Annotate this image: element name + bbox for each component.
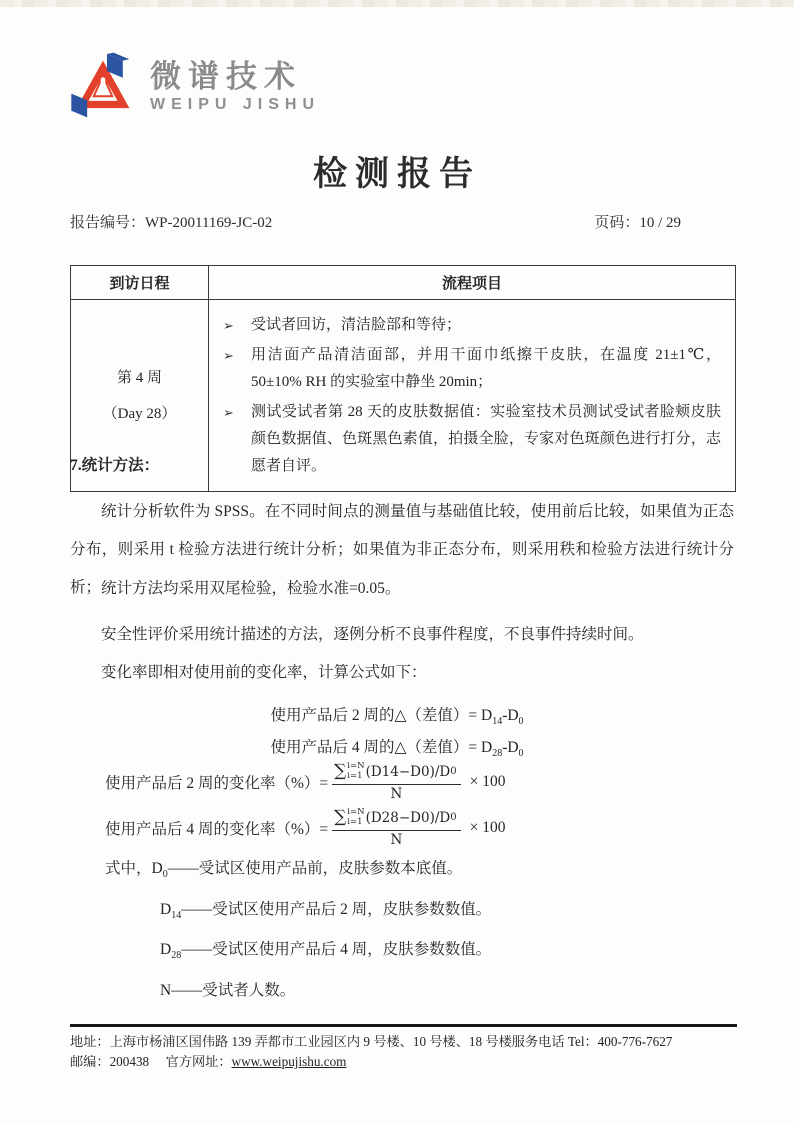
website-label: 官方网址： bbox=[165, 1054, 232, 1069]
denominator-text: N bbox=[390, 785, 403, 802]
schedule-day: （Day 28） bbox=[102, 405, 177, 422]
sum-lower-limit: i=1 bbox=[347, 816, 363, 827]
definition-lead: 式中， bbox=[105, 860, 152, 877]
sum-upper-limit: i=N bbox=[347, 807, 365, 817]
process-item bbox=[223, 399, 721, 480]
arrow-bullet-icon: ➢ bbox=[223, 405, 234, 420]
formula-rate-week4 bbox=[105, 808, 505, 848]
col-header-process: 流程项目 bbox=[441, 276, 502, 292]
dash: —— bbox=[171, 981, 203, 999]
logo-text bbox=[150, 60, 320, 114]
symbol: D bbox=[160, 900, 172, 918]
formula-subscript: 0 bbox=[518, 748, 524, 759]
process-cell bbox=[209, 300, 735, 491]
section-heading-statistics: 7.统计方法： bbox=[70, 457, 160, 474]
page-no-label: 页码： bbox=[594, 215, 640, 231]
arrow-bullet-icon: ➢ bbox=[223, 318, 234, 333]
formula-subscript: 0 bbox=[518, 716, 524, 727]
numerator-subscript: 0 bbox=[450, 766, 457, 778]
stats-paragraph-3: 安全性评价采用统计描述的方法，逐例分析不良事件程度，不良事件持续时间。 bbox=[101, 626, 644, 643]
arrow-bullet-icon: ➢ bbox=[223, 348, 234, 363]
logo-name-en: WEIPU JISHU bbox=[150, 96, 321, 114]
dash: —— bbox=[181, 941, 213, 958]
dash: —— bbox=[181, 900, 213, 918]
page-footer bbox=[70, 1024, 737, 1072]
definition-text: 受试区使用产品后 4 周，皮肤参数数值。 bbox=[212, 941, 492, 958]
sigma-icon: ∑ bbox=[334, 807, 347, 828]
symbol-subscript: 0 bbox=[162, 869, 168, 880]
numerator-subscript: 0 bbox=[450, 812, 457, 824]
denominator-text: N bbox=[390, 831, 403, 848]
sigma-icon: ∑ bbox=[334, 761, 347, 782]
definition-d28 bbox=[105, 933, 491, 974]
tel-value: 400-776-7627 bbox=[597, 1034, 673, 1049]
visit-schedule-table bbox=[70, 265, 736, 492]
formula-text: -D bbox=[502, 739, 519, 756]
process-item-text: 用洁面产品清洁面部，并用干面巾纸擦干皮肤，在温度 21±1℃，50±10% RH 的实验室中静坐 20min； bbox=[251, 347, 721, 390]
col-header-schedule: 到访日程 bbox=[71, 266, 209, 299]
definition-text: 受试区使用产品后 2 周，皮肤参数数值。 bbox=[212, 900, 492, 918]
stats-paragraph-1: 统计分析软件为 SPSS。在不同时间点的测量值与基础值比较，使用前后比较，如果值为正态分布，则采用 t 检验方法进行统计分析；如果值为非正态分布，则采用秩和检验方法进行统计分析； bbox=[70, 503, 734, 596]
zip-value: 200438 bbox=[109, 1054, 150, 1069]
sum-lower-limit: i=1 bbox=[347, 770, 363, 781]
fraction bbox=[332, 762, 460, 802]
process-item bbox=[223, 312, 721, 339]
tel-label: Tel： bbox=[567, 1034, 598, 1049]
formula-delta-week2 bbox=[0, 703, 794, 727]
formula-subscript: 28 bbox=[492, 748, 503, 759]
footer-line-1 bbox=[70, 1032, 737, 1052]
formula-text: 使用产品后 4 周的△（差值）= D bbox=[270, 739, 493, 756]
dash: —— bbox=[167, 860, 199, 877]
stats-paragraph-2: 统计方法均采用双尾检验，检验水准=0.05。 bbox=[101, 580, 401, 597]
times-100: × 100 bbox=[469, 818, 506, 836]
definition-text: 受试区使用产品前，皮肤参数本底值。 bbox=[198, 860, 463, 877]
formula-text: -D bbox=[502, 707, 519, 724]
report-no-label: 报告编号： bbox=[70, 215, 146, 231]
company-logo bbox=[70, 52, 320, 122]
fraction bbox=[332, 808, 460, 848]
symbol-definitions bbox=[105, 852, 491, 1008]
website-link[interactable]: www.weipujishu.com bbox=[231, 1054, 347, 1069]
report-meta bbox=[70, 211, 736, 232]
times-100: × 100 bbox=[469, 772, 506, 790]
page-title: 检测报告 bbox=[313, 156, 481, 193]
footer-line-2 bbox=[70, 1052, 737, 1072]
numerator-text: (D28−D0)/D bbox=[365, 809, 451, 826]
definition-n bbox=[105, 974, 491, 1009]
zip-label: 邮编： bbox=[70, 1054, 110, 1069]
table-row bbox=[71, 300, 735, 491]
address-value: 上海市杨浦区国伟路 139 弄都市工业园区内 9 号楼、10 号楼、18 号楼服务电话 bbox=[109, 1034, 565, 1049]
page-no-value: 10 / 29 bbox=[639, 215, 681, 231]
definition-d14 bbox=[105, 893, 491, 934]
weipu-logo-icon bbox=[70, 52, 136, 122]
process-item-text: 测试受试者第 28 天的皮肤数据值：实验室技术员测试受试者脸颊皮肤颜色数据值、色斑黑色素值，拍摄全脸，专家对色斑颜色进行打分，志愿者自评。 bbox=[251, 404, 721, 474]
numerator-text: (D14−D0)/D bbox=[365, 763, 451, 780]
process-item-text: 受试者回访，清洁脸部和等待； bbox=[251, 317, 462, 333]
scan-edge-texture bbox=[0, 0, 794, 7]
formula-text: 使用产品后 4 周的变化率（%）= bbox=[105, 820, 329, 838]
formula-rate-week2 bbox=[105, 762, 505, 802]
formula-delta-week4 bbox=[0, 735, 794, 759]
report-no-value: WP-20011169-JC-02 bbox=[145, 215, 273, 231]
process-item bbox=[223, 342, 721, 396]
schedule-week: 第 4 周 bbox=[116, 369, 162, 386]
formula-text: 使用产品后 2 周的变化率（%）= bbox=[105, 774, 329, 792]
symbol: D bbox=[151, 860, 163, 877]
formula-text: 使用产品后 2 周的△（差值）= D bbox=[270, 707, 493, 724]
symbol-subscript: 14 bbox=[171, 909, 182, 921]
formula-subscript: 14 bbox=[492, 716, 503, 727]
address-label: 地址： bbox=[70, 1034, 110, 1049]
symbol: N bbox=[160, 981, 172, 999]
table-header-row bbox=[71, 266, 735, 300]
stats-paragraph-4: 变化率即相对使用前的变化率，计算公式如下： bbox=[101, 664, 427, 681]
definition-text: 受试者人数。 bbox=[202, 981, 296, 999]
symbol-subscript: 28 bbox=[171, 950, 182, 961]
sum-upper-limit: i=N bbox=[347, 761, 365, 771]
definition-d0 bbox=[105, 852, 491, 893]
symbol: D bbox=[160, 941, 172, 958]
logo-name-cn: 微谱技术 bbox=[150, 58, 302, 94]
